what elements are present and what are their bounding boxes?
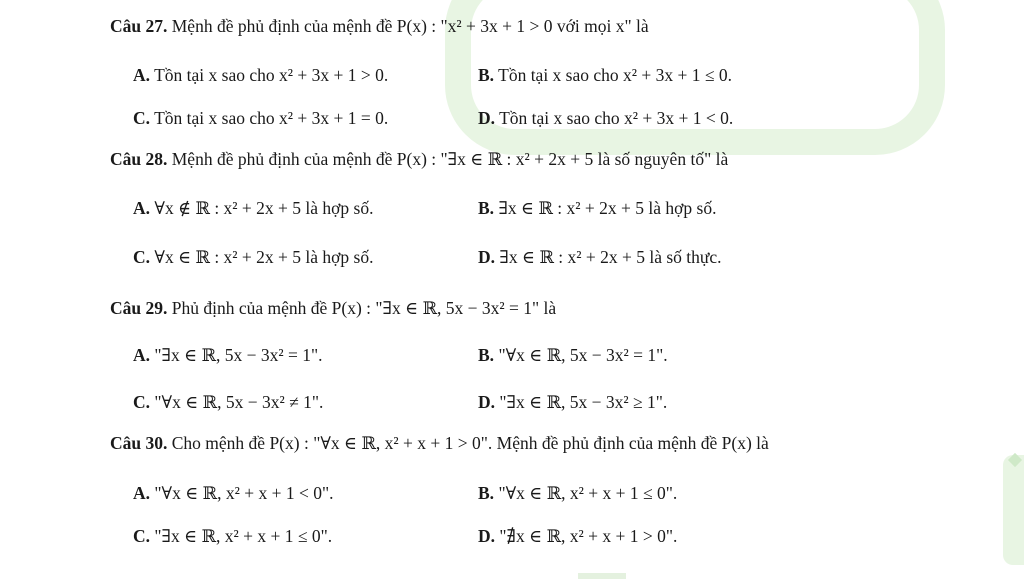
q27-option-d [478, 107, 733, 129]
q27-option-b [478, 64, 732, 86]
question-number: Câu 30. [110, 433, 168, 453]
option-label: D. [478, 108, 496, 128]
question-number: Câu 28. [110, 149, 168, 169]
option-text: "∀x ∈ ℝ, x² + x + 1 ≤ 0". [498, 483, 678, 503]
option-text: "∀x ∈ ℝ, 5x − 3x² = 1". [498, 345, 668, 365]
option-label: B. [478, 345, 495, 365]
question-stem: Phủ định của mệnh đề P(x) : "∃x ∈ ℝ, 5x − 3x² = 1" là [171, 298, 557, 318]
option-label: A. [133, 198, 151, 218]
q30-option-c [133, 525, 332, 547]
watermark-edge [1003, 455, 1024, 565]
q30-option-a [133, 482, 333, 504]
option-text: Tồn tại x sao cho x² + 3x + 1 < 0. [499, 108, 734, 128]
q29-option-b [478, 344, 668, 366]
option-label: B. [478, 198, 495, 218]
option-label: C. [133, 526, 151, 546]
option-text: Tồn tại x sao cho x² + 3x + 1 > 0. [154, 65, 389, 85]
question-number: Câu 29. [110, 298, 168, 318]
option-text: "∀x ∈ ℝ, x² + x + 1 < 0". [154, 483, 334, 503]
option-text: Tồn tại x sao cho x² + 3x + 1 ≤ 0. [498, 65, 732, 85]
q30-option-b [478, 482, 677, 504]
option-text: "∃x ∈ ℝ, 5x − 3x² = 1". [154, 345, 323, 365]
question-number: Câu 27. [110, 16, 168, 36]
q29-option-c [133, 391, 323, 413]
option-text: "∄x ∈ ℝ, x² + x + 1 > 0". [499, 526, 678, 546]
q28-option-b [478, 197, 716, 219]
option-text: ∀x ∈ ℝ : x² + 2x + 5 là hợp số. [154, 247, 374, 267]
question-27 [110, 15, 649, 37]
question-30 [110, 432, 769, 454]
q29-option-d [478, 391, 667, 413]
option-label: A. [133, 345, 151, 365]
option-text: "∃x ∈ ℝ, 5x − 3x² ≥ 1". [499, 392, 668, 412]
question-stem: Cho mệnh đề P(x) : "∀x ∈ ℝ, x² + x + 1 > 0". Mệnh đề phủ định của mệnh đề P(x) là [171, 433, 769, 453]
option-label: C. [133, 247, 151, 267]
watermark-bottom [578, 573, 626, 579]
question-28 [110, 148, 728, 170]
q28-option-d [478, 246, 722, 268]
option-text: Tồn tại x sao cho x² + 3x + 1 = 0. [154, 108, 389, 128]
q27-option-c [133, 107, 388, 129]
option-label: C. [133, 108, 151, 128]
option-label: C. [133, 392, 151, 412]
option-label: D. [478, 392, 496, 412]
q29-option-a [133, 344, 323, 366]
option-label: B. [478, 483, 495, 503]
option-label: B. [478, 65, 495, 85]
q28-option-c [133, 246, 374, 268]
question-stem: Mệnh đề phủ định của mệnh đề P(x) : "∃x ∈ ℝ : x² + 2x + 5 là số nguyên tố" là [171, 149, 729, 169]
option-text: ∃x ∈ ℝ : x² + 2x + 5 là số thực. [499, 247, 722, 267]
q28-option-a [133, 197, 374, 219]
q27-option-a [133, 64, 388, 86]
option-label: A. [133, 65, 151, 85]
option-text: "∀x ∈ ℝ, 5x − 3x² ≠ 1". [154, 392, 324, 412]
option-text: ∃x ∈ ℝ : x² + 2x + 5 là hợp số. [498, 198, 717, 218]
option-text: ∀x ∉ ℝ : x² + 2x + 5 là hợp số. [154, 198, 374, 218]
question-stem: Mệnh đề phủ định của mệnh đề P(x) : "x² + 3x + 1 > 0 với mọi x" là [171, 16, 649, 36]
q30-option-d [478, 525, 677, 547]
question-29 [110, 297, 556, 319]
option-label: D. [478, 526, 496, 546]
option-label: D. [478, 247, 496, 267]
option-label: A. [133, 483, 151, 503]
option-text: "∃x ∈ ℝ, x² + x + 1 ≤ 0". [154, 526, 333, 546]
